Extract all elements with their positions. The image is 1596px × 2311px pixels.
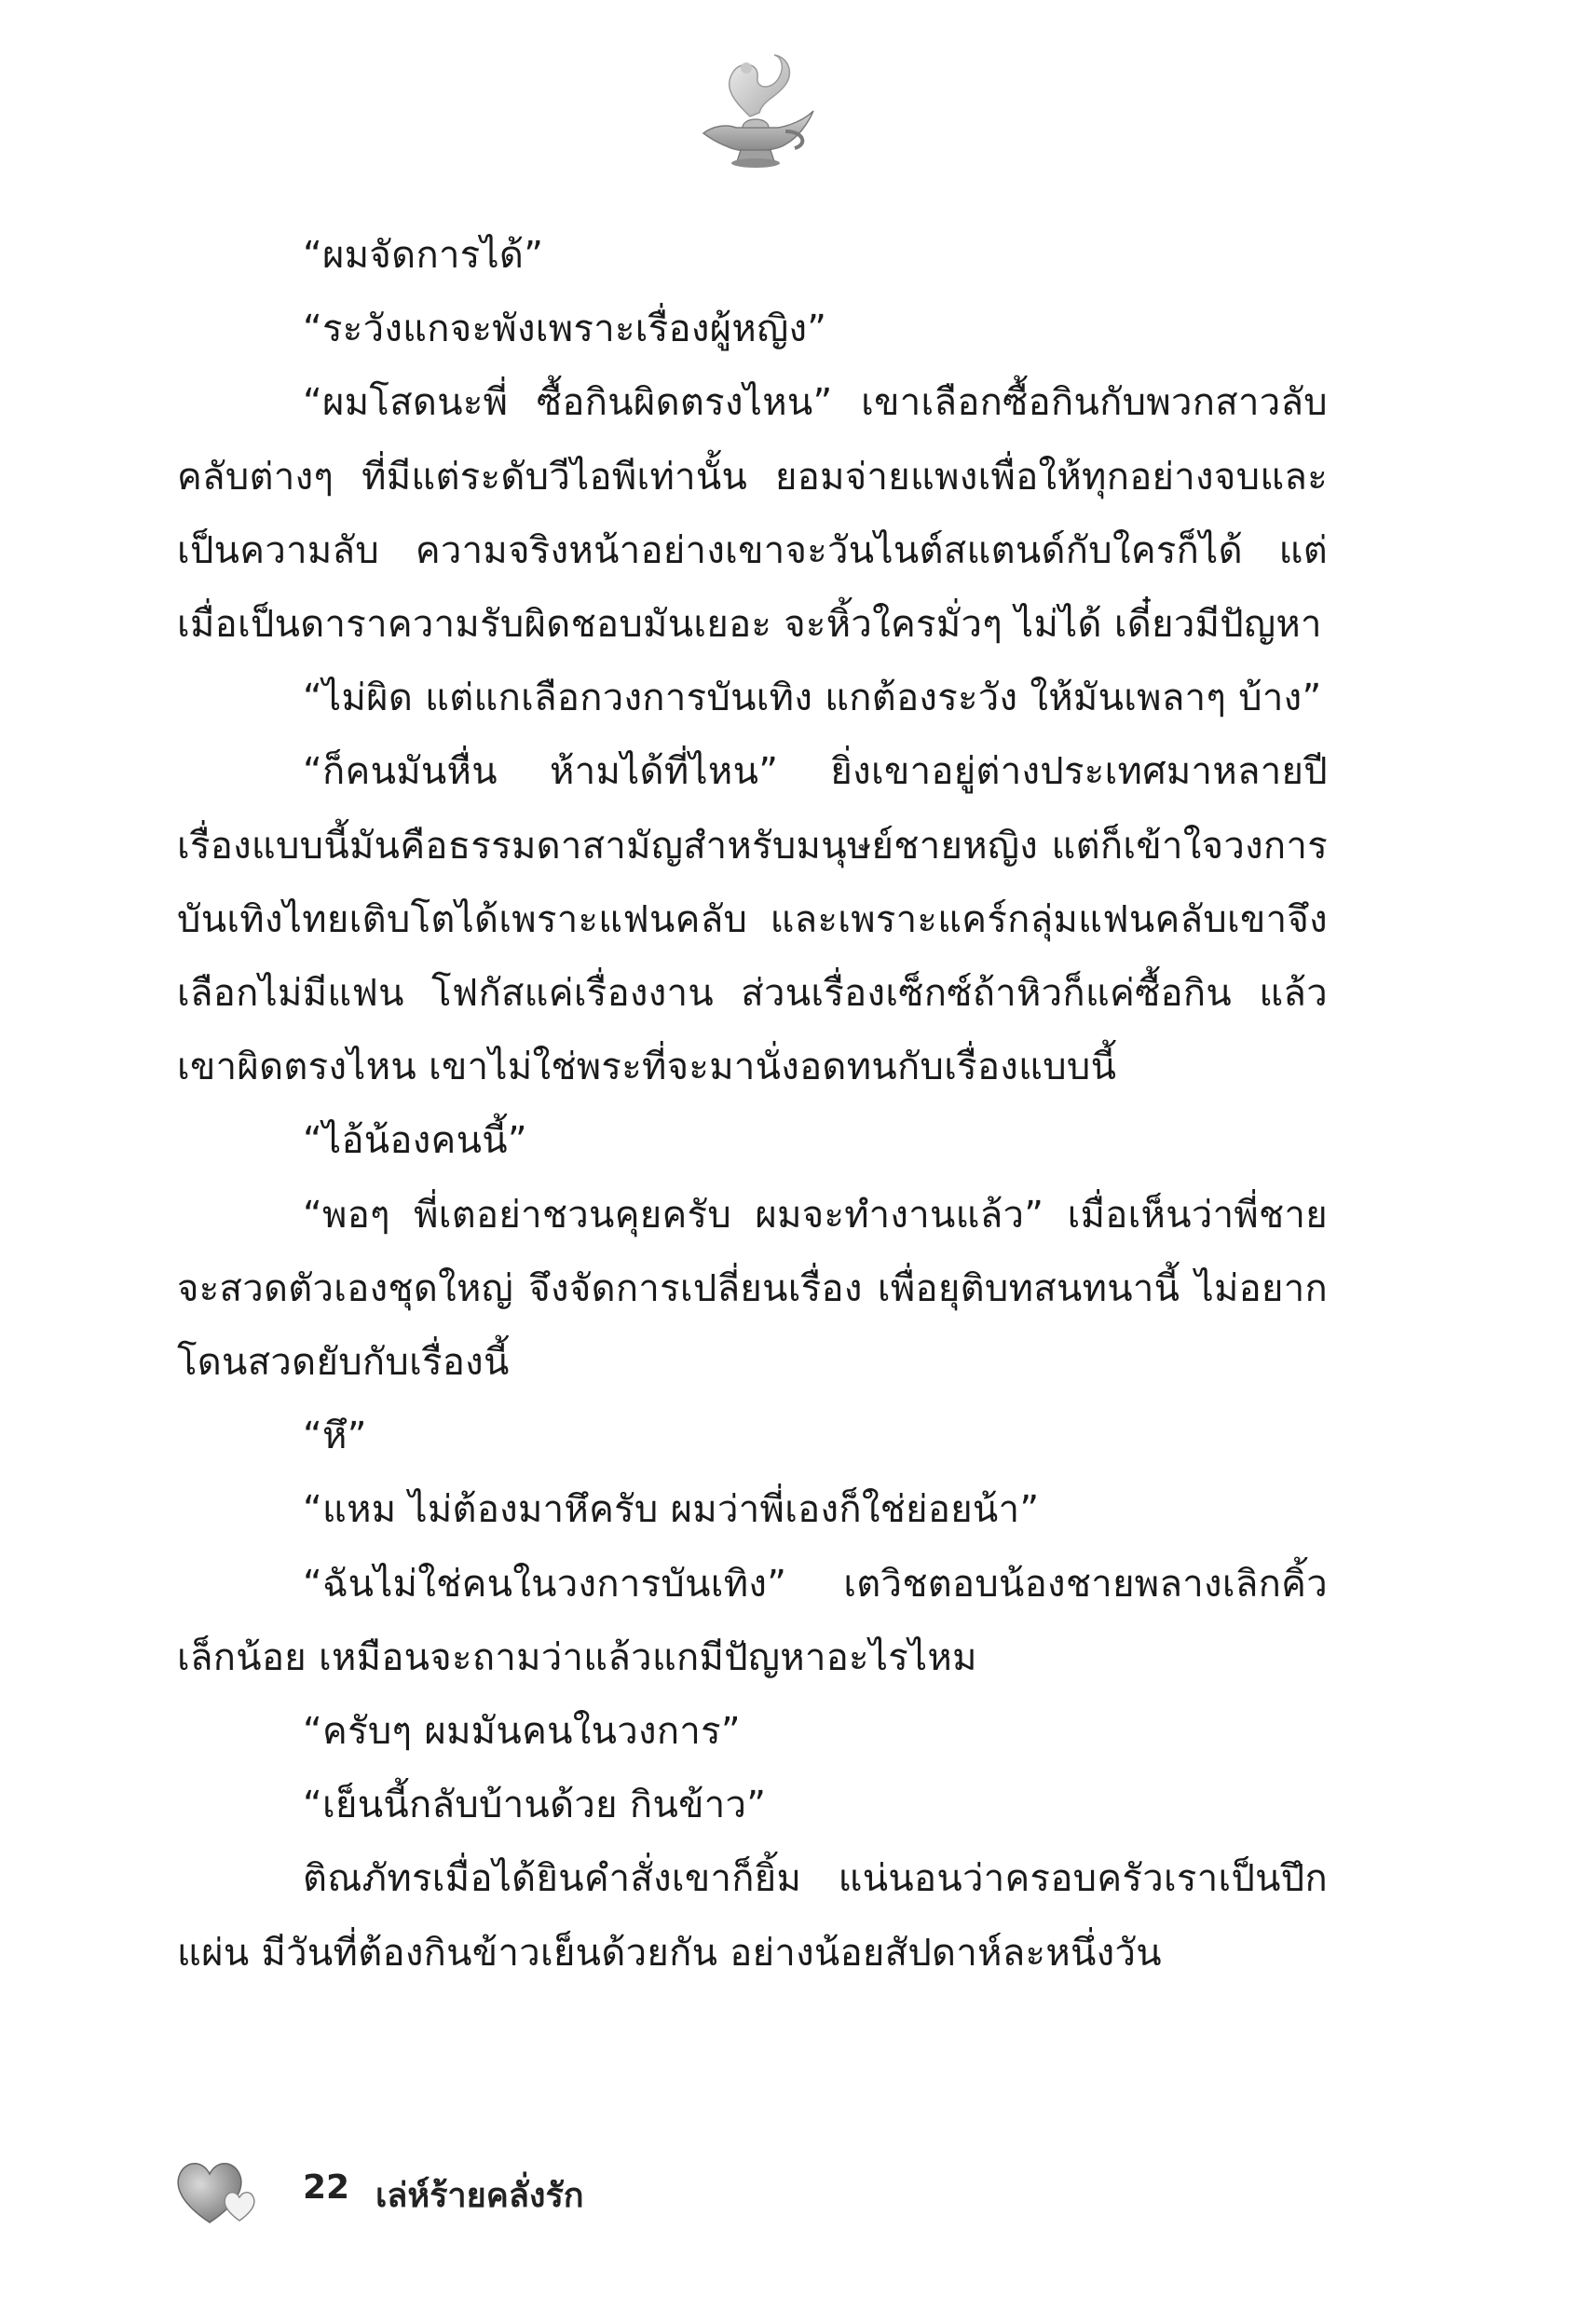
paragraph: “ครับๆ ผมมันคนในวงการ” bbox=[303, 1710, 741, 1754]
paragraph: “ก็คนมันหื่น ห้ามได้ที่ไหน” ยิ่งเขาอยู่ต่างประเทศมาหลายปี เรื่องแบบนี้มันคือธรรมดาสามัญสำหรับมนุษย์ชายหญิง แต่ก็เข้าใจวงการบันเทิงไทยเติบโตได้เพราะแฟนคลับ และเพราะแคร์กลุ่มแฟนคลับเขาจึงเลือกไม่มีแฟน โฟกัสแค่เรื่องงาน ส่วนเรื่องเซ็กซ์ถ้าหิวก็แค่ซื้อกิน แล้วเขาผิดตรงไหน เขาไม่ใช่พระที่จะมานั่งอดทนกับเรื่องแบบนี้ bbox=[177, 750, 1328, 1089]
paragraph: “ผมจัดการได้” bbox=[303, 234, 544, 277]
paragraph: “ผมโสดนะพี่ ซื้อกินผิดตรงไหน” เขาเลือกซื้อกินกับพวกสาวลับคลับต่างๆ ที่มีแต่ระดับวีไอพีเท่านั้น ยอมจ่ายแพงเพื่อให้ทุกอย่างจบและเป็นความลับ ความจริงหน้าอย่างเขาจะวันไนต์สแตนด์กับใครก็ได้ แต่เมื่อเป็นดาราความรับผิดชอบมันเยอะ จะหิ้วใครมั่วๆ ไม่ได้ เดี๋ยวมีปัญหา bbox=[177, 381, 1328, 647]
paragraph: “แหม ไม่ต้องมาหึครับ ผมว่าพี่เองก็ใช่ย่อยน้า” bbox=[303, 1488, 1040, 1532]
paragraph: “ฉันไม่ใช่คนในวงการบันเทิง” เตวิชตอบน้องชายพลางเลิกคิ้วเล็กน้อย เหมือนจะถามว่าแล้วแกมีปัญหาอะไรไหม bbox=[177, 1562, 1328, 1679]
paragraph: “ไม่ผิด แต่แกเลือกวงการบันเทิง แกต้องระวัง ให้มันเพลาๆ บ้าง” bbox=[303, 677, 1322, 720]
book-title: เล่ห์ร้ายคลั่งรัก bbox=[375, 2177, 584, 2215]
paragraph: “หึ” bbox=[303, 1415, 367, 1458]
page-body bbox=[177, 219, 1328, 1990]
paragraph: “พอๆ พี่เตอย่าชวนคุยครับ ผมจะทำงานแล้ว” เมื่อเห็นว่าพี่ชายจะสวดตัวเองชุดใหญ่ จึงจัดการเปลี่ยนเรื่อง เพื่อยุติบทสนทนานี้ ไม่อยากโดนสวดยับกับเรื่องนี้ bbox=[177, 1193, 1328, 1385]
paragraph: “เย็นนี้กลับบ้านด้วย กินข้าว” bbox=[303, 1784, 767, 1827]
page-footer bbox=[172, 2148, 1011, 2232]
page-number: 22 bbox=[303, 2168, 350, 2207]
paragraph: ติณภัทรเมื่อได้ยินคำสั่งเขาก็ยิ้ม แน่นอนว่าครอบครัวเราเป็นปึกแผ่น มีวันที่ต้องกินข้าวเย็นด้วยกัน อย่างน้อยสัปดาห์ละหนึ่งวัน bbox=[177, 1857, 1328, 1975]
paragraph: “ระวังแกจะพังเพราะเรื่องผู้หญิง” bbox=[303, 308, 827, 351]
paragraph: “ไอ้น้องคนนี้” bbox=[303, 1119, 527, 1163]
genie-lamp-icon bbox=[685, 51, 825, 172]
hearts-icon bbox=[172, 2148, 266, 2232]
